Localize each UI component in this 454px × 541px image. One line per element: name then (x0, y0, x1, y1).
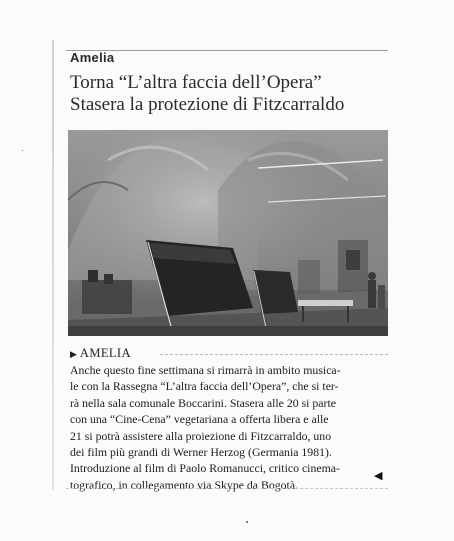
body-line: con una “Cine-Cena” vegetariana a offerta libera e alle (70, 412, 329, 427)
photo-hall-interior (68, 130, 388, 336)
body-line: tografico, in collegamento via Skype da Bogotà. (70, 477, 299, 492)
article-photo (68, 130, 388, 336)
body-line: 21 si potrà assistere alla proiezione di Fitzcarraldo, uno (70, 428, 332, 443)
lead-marker (70, 346, 131, 361)
body-line: Anche questo fine settimana si rimarrà in ambito musica- (70, 363, 341, 377)
headline-line-1: Torna “L’altra faccia dell’Opera” (70, 72, 322, 93)
body-line: dei film più grandi di Werner Herzog (Germania 1981). (70, 445, 332, 460)
bottom-rule (66, 488, 388, 489)
article-body (70, 362, 392, 493)
section-label: Amelia (70, 50, 115, 65)
lead-place: AMELIA (79, 346, 131, 360)
triangle-left-icon: ◀ (374, 470, 383, 482)
headline-line-2: Stasera la protezione di Fitzcarraldo (70, 94, 345, 115)
scan-speck (22, 150, 23, 151)
scan-speck (246, 521, 248, 523)
lead-rule (160, 354, 388, 355)
scan-shadow (52, 40, 54, 490)
triangle-right-icon: ▶ (70, 349, 77, 359)
body-line: rà nella sala comunale Boccarini. Stasera alle 20 si parte (70, 395, 336, 410)
body-line: le con la Rassegna “L’altra faccia dell’Opera”, che si ter- (70, 379, 339, 394)
body-line: Introduzione al film di Paolo Romanucci, critico cinema- (70, 461, 340, 476)
headline (70, 72, 390, 116)
